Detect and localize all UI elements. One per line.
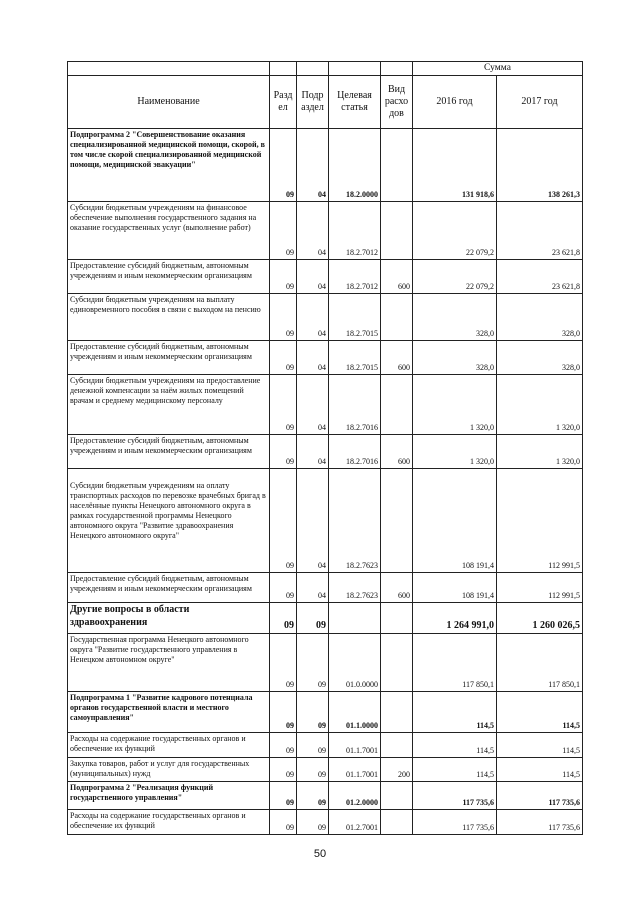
header-row (68, 76, 583, 129)
table-row (68, 634, 583, 692)
row-target: 01.2.7001 (329, 810, 381, 835)
table-row (68, 782, 583, 810)
row-name: Субсидии бюджетным учреждениям на финансовое обеспечение выполнения государственного задания на оказание государственных услуг (выполнение работ) (68, 202, 270, 260)
row-value-2017: 1 320,0 (497, 375, 583, 435)
row-value-2016: 114,5 (413, 692, 497, 733)
row-value-2016: 1 320,0 (413, 435, 497, 469)
header-target: Целевая статья (329, 76, 381, 129)
row-name: Субсидии бюджетным учреждениям на выплату единовременного пособия в связи с выходом на пенсию (68, 294, 270, 341)
row-value-2016: 108 191,4 (413, 573, 497, 603)
row-section: 09 (270, 603, 297, 634)
row-name: Предоставление субсидий бюджетным, автономным учреждениям и иным некоммерческим организациям (68, 260, 270, 294)
table-row (68, 810, 583, 835)
row-target: 18.2.7015 (329, 341, 381, 375)
table-row (68, 692, 583, 733)
row-expense-type (381, 692, 413, 733)
row-value-2017: 114,5 (497, 733, 583, 758)
row-section: 09 (270, 758, 297, 782)
row-section: 09 (270, 294, 297, 341)
header-subsection: Подр аздел (297, 76, 329, 129)
row-section: 09 (270, 375, 297, 435)
row-name: Подпрограмма 2 "Совершенствование оказания специализированной медицинской помощи, скорой, в том числе скорой специализированной медицинской помощи, медицинской эвакуации" (68, 129, 270, 202)
row-value-2017: 1 320,0 (497, 435, 583, 469)
row-target: 18.2.7016 (329, 435, 381, 469)
row-name: Субсидии бюджетным учреждениям на предоставление денежной компенсации за наём жилых помещений врачам и среднему медицинскому персоналу (68, 375, 270, 435)
row-value-2017: 112 991,5 (497, 469, 583, 573)
row-expense-type (381, 782, 413, 810)
row-value-2017: 117 735,6 (497, 782, 583, 810)
row-expense-type (381, 634, 413, 692)
table-row (68, 758, 583, 782)
row-section: 09 (270, 692, 297, 733)
row-value-2016: 117 850,1 (413, 634, 497, 692)
row-expense-type (381, 469, 413, 573)
row-value-2016: 22 079,2 (413, 202, 497, 260)
row-value-2017: 328,0 (497, 341, 583, 375)
row-name: Предоставление субсидий бюджетным, автономным учреждениям и иным некоммерческим организациям (68, 435, 270, 469)
row-name: Расходы на содержание государственных органов и обеспечение их функций (68, 810, 270, 835)
row-value-2016: 328,0 (413, 294, 497, 341)
table-row (68, 469, 583, 573)
row-section: 09 (270, 469, 297, 573)
row-section: 09 (270, 782, 297, 810)
row-subsection: 04 (297, 202, 329, 260)
row-name: Расходы на содержание государственных органов и обеспечение их функций (68, 733, 270, 758)
row-value-2017: 114,5 (497, 758, 583, 782)
row-subsection: 04 (297, 573, 329, 603)
header-year-2017: 2017 год (497, 76, 583, 129)
row-subsection: 09 (297, 692, 329, 733)
row-target: 18.2.0000 (329, 129, 381, 202)
row-expense-type: 600 (381, 573, 413, 603)
row-name: Предоставление субсидий бюджетным, автономным учреждениям и иным некоммерческим организациям (68, 573, 270, 603)
header-blank-subsection (297, 62, 329, 76)
row-value-2017: 23 621,8 (497, 202, 583, 260)
row-name: Подпрограмма 2 "Реализация функций государственного управления" (68, 782, 270, 810)
row-value-2016: 117 735,6 (413, 782, 497, 810)
row-subsection: 04 (297, 129, 329, 202)
row-target: 18.2.7012 (329, 202, 381, 260)
header-name: Наименование (68, 76, 270, 129)
row-value-2016: 131 918,6 (413, 129, 497, 202)
table-row (68, 260, 583, 294)
row-name: Государственная программа Ненецкого автономного округа "Развитие государственного управления в Ненецком автономном округе" (68, 634, 270, 692)
header-year-2016: 2016 год (413, 76, 497, 129)
row-value-2016: 328,0 (413, 341, 497, 375)
row-subsection: 09 (297, 733, 329, 758)
row-target: 01.0.0000 (329, 634, 381, 692)
table-row (68, 573, 583, 603)
row-target: 18.2.7016 (329, 375, 381, 435)
row-value-2017: 114,5 (497, 692, 583, 733)
table-row (68, 202, 583, 260)
header-blank-exp (381, 62, 413, 76)
row-subsection: 09 (297, 603, 329, 634)
row-value-2016: 108 191,4 (413, 469, 497, 573)
row-expense-type (381, 202, 413, 260)
table-row (68, 294, 583, 341)
row-value-2017: 112 991,5 (497, 573, 583, 603)
row-value-2017: 1 260 026,5 (497, 603, 583, 634)
row-name: Предоставление субсидий бюджетным, автономным учреждениям и иным некоммерческим организациям (68, 341, 270, 375)
row-target: 01.1.7001 (329, 758, 381, 782)
header-expense-type: Вид расхо дов (381, 76, 413, 129)
page-number: 50 (313, 848, 327, 860)
row-target: 18.2.7012 (329, 260, 381, 294)
row-value-2017: 328,0 (497, 294, 583, 341)
row-expense-type: 600 (381, 435, 413, 469)
row-value-2016: 1 264 991,0 (413, 603, 497, 634)
header-blank-name (68, 62, 270, 76)
row-expense-type (381, 733, 413, 758)
row-expense-type: 200 (381, 758, 413, 782)
row-expense-type (381, 375, 413, 435)
table-row (68, 129, 583, 202)
row-subsection: 04 (297, 294, 329, 341)
row-section: 09 (270, 435, 297, 469)
row-target: 01.1.7001 (329, 733, 381, 758)
row-subsection: 04 (297, 375, 329, 435)
row-value-2016: 22 079,2 (413, 260, 497, 294)
row-target: 01.1.0000 (329, 692, 381, 733)
header-blank-target (329, 62, 381, 76)
row-subsection: 04 (297, 435, 329, 469)
row-expense-type (381, 129, 413, 202)
table-row (68, 435, 583, 469)
row-value-2016: 114,5 (413, 733, 497, 758)
row-section: 09 (270, 810, 297, 835)
budget-table (67, 61, 583, 835)
row-value-2017: 138 261,3 (497, 129, 583, 202)
row-section: 09 (270, 634, 297, 692)
row-section: 09 (270, 129, 297, 202)
table-row (68, 341, 583, 375)
table-row (68, 603, 583, 634)
row-name: Субсидии бюджетным учреждениям на оплату транспортных расходов по перевозке врачебных бригад в населённые пункты Ненецкого автономного округа в рамках государственной программы Ненецкого автономного округа "Развитие здравоохранения Ненецкого автономного округа" (68, 469, 270, 573)
header-sum: Сумма (413, 62, 583, 76)
row-subsection: 04 (297, 341, 329, 375)
row-subsection: 09 (297, 810, 329, 835)
row-expense-type (381, 294, 413, 341)
header-section: Разд ел (270, 76, 297, 129)
row-subsection: 09 (297, 782, 329, 810)
table-row (68, 375, 583, 435)
row-target: 18.2.7623 (329, 469, 381, 573)
row-section: 09 (270, 260, 297, 294)
row-value-2017: 23 621,8 (497, 260, 583, 294)
row-name: Закупка товаров, работ и услуг для государственных (муниципальных) нужд (68, 758, 270, 782)
row-value-2017: 117 850,1 (497, 634, 583, 692)
row-name: Подпрограмма 1 "Развитие кадрового потенциала органов государственной власти и местного самоуправления" (68, 692, 270, 733)
row-name: Другие вопросы в области здравоохранения (68, 603, 270, 634)
row-target (329, 603, 381, 634)
header-super-row (68, 62, 583, 76)
row-section: 09 (270, 573, 297, 603)
row-value-2016: 1 320,0 (413, 375, 497, 435)
row-section: 09 (270, 341, 297, 375)
row-value-2017: 117 735,6 (497, 810, 583, 835)
row-subsection: 04 (297, 260, 329, 294)
row-target: 01.2.0000 (329, 782, 381, 810)
row-value-2016: 114,5 (413, 758, 497, 782)
row-section: 09 (270, 733, 297, 758)
row-subsection: 09 (297, 758, 329, 782)
row-subsection: 09 (297, 634, 329, 692)
row-expense-type: 600 (381, 341, 413, 375)
row-value-2016: 117 735,6 (413, 810, 497, 835)
row-target: 18.2.7015 (329, 294, 381, 341)
row-section: 09 (270, 202, 297, 260)
row-expense-type (381, 810, 413, 835)
row-expense-type: 600 (381, 260, 413, 294)
row-expense-type (381, 603, 413, 634)
table-row (68, 733, 583, 758)
row-target: 18.2.7623 (329, 573, 381, 603)
header-blank-section (270, 62, 297, 76)
row-subsection: 04 (297, 469, 329, 573)
